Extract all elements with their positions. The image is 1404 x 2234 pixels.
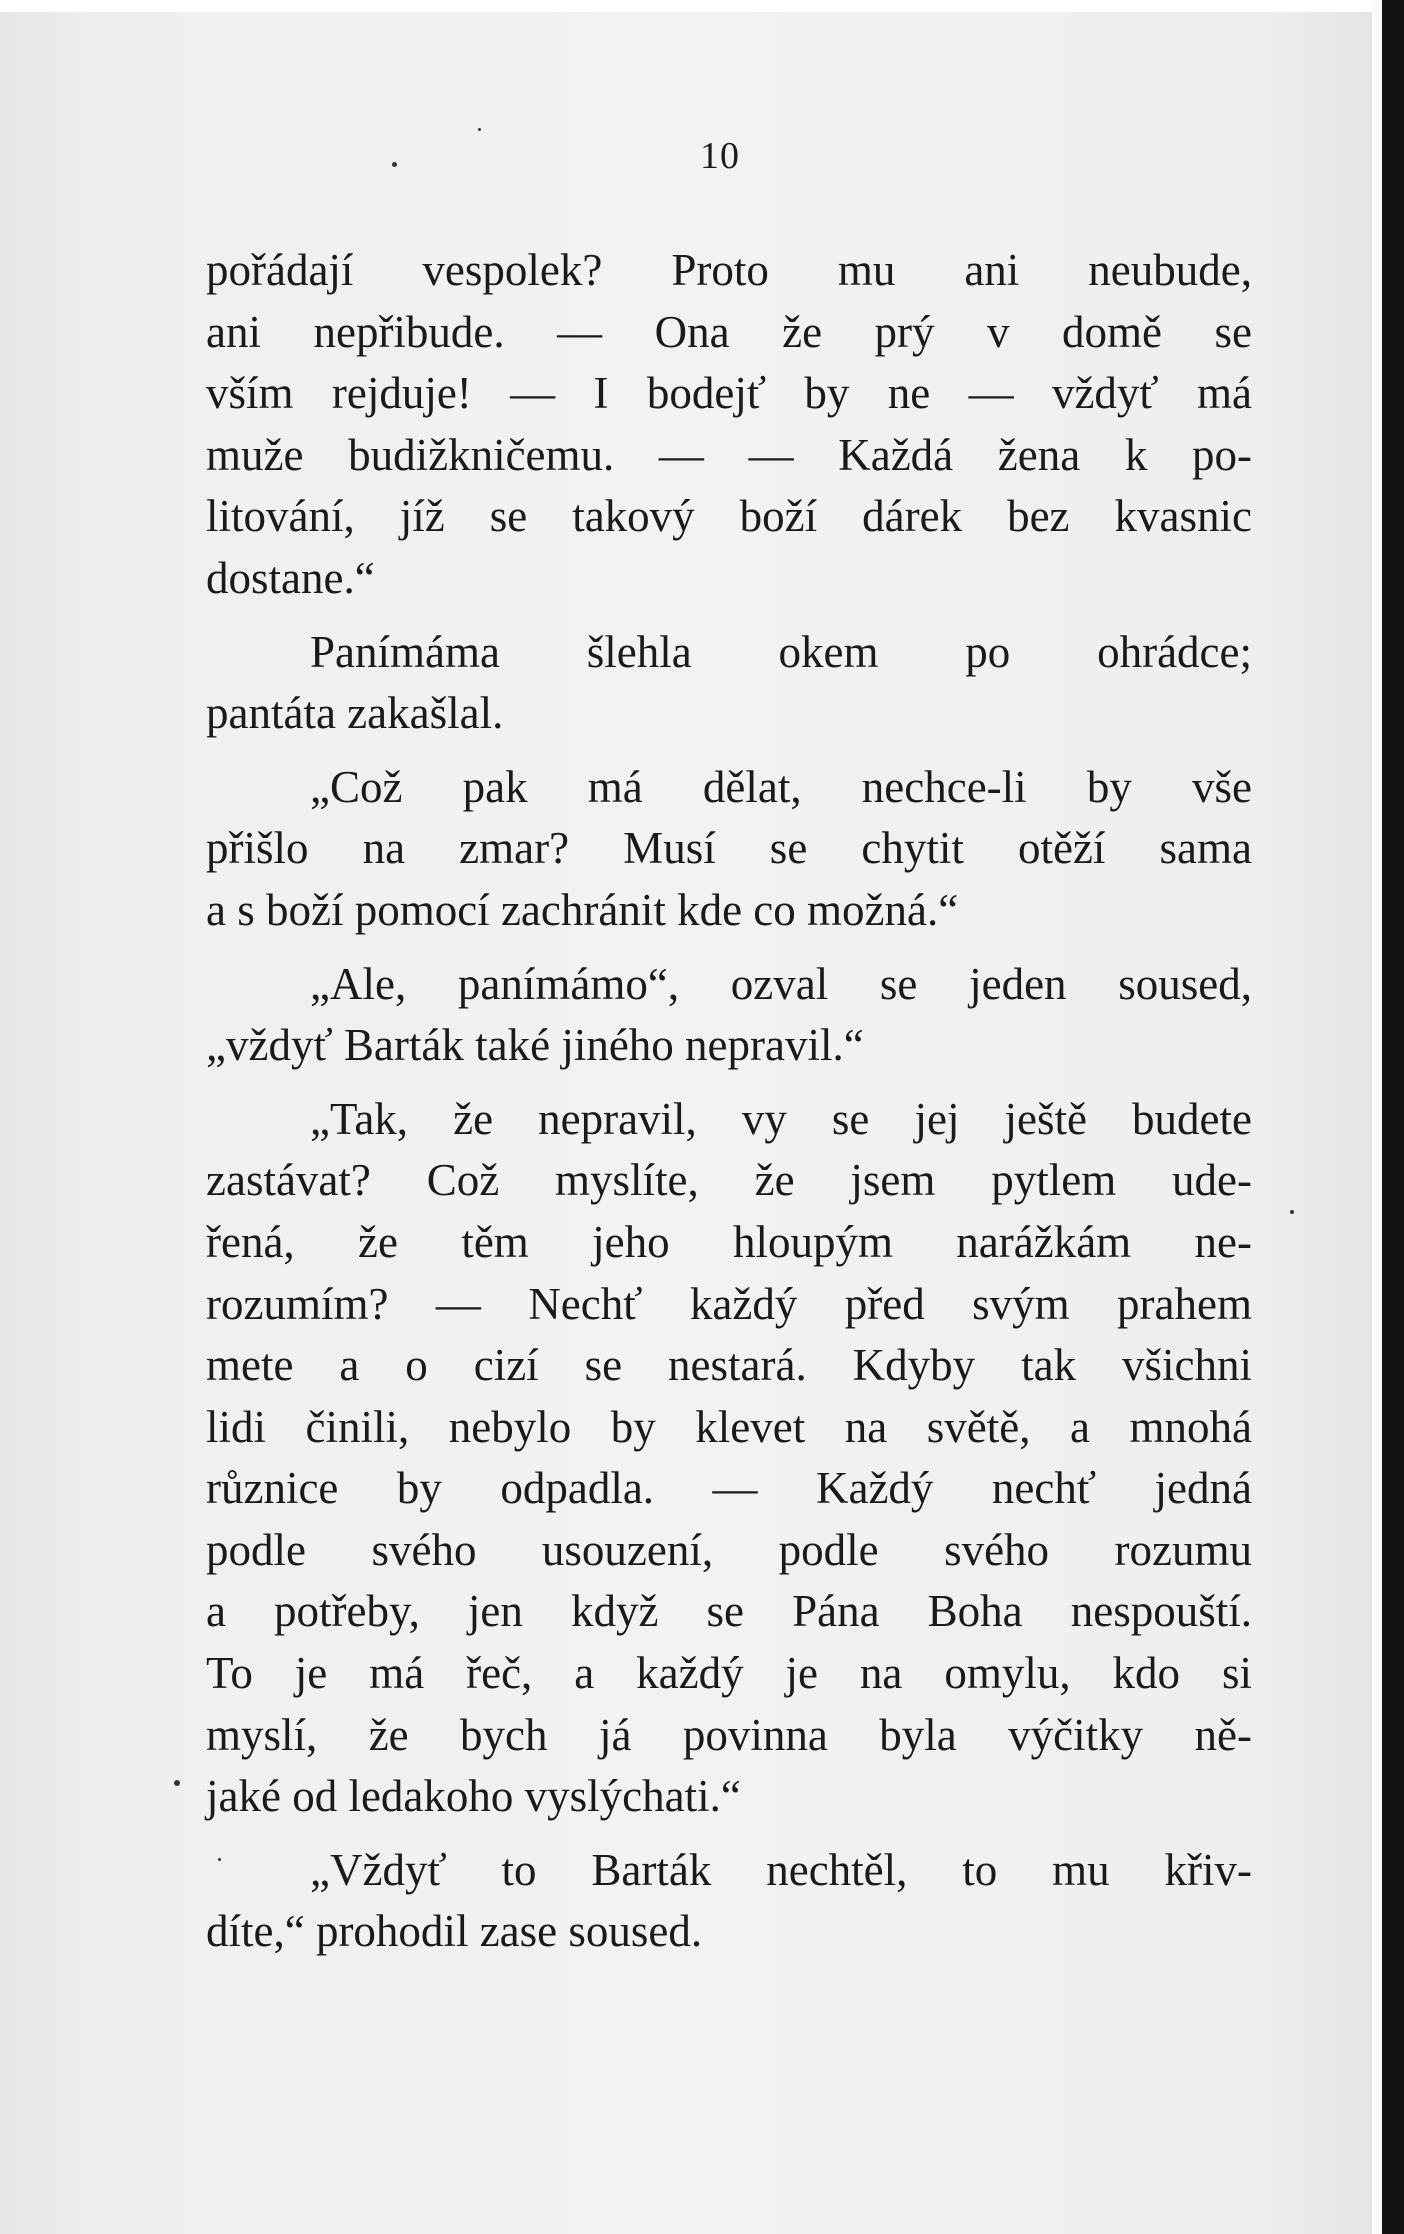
text-line: muže budižkničemu. — — Každá žena k po- [206,429,1252,480]
text-line: zastávat? Což myslíte, že jsem pytlem ude- [206,1155,1252,1206]
text-line: litování, jíž se takový boží dárek bez kvasnic [206,491,1252,542]
paragraph [206,240,1252,610]
text-line: podle svého usouzení, podle svého rozumu [206,1524,1252,1575]
text-line: Panímáma šlehla okem po ohrádce; [310,626,1252,677]
paragraph [206,757,1252,942]
paragraph [206,1089,1252,1828]
paragraph [206,954,1252,1077]
text-line: přišlo na zmar? Musí se chytit otěží sama [206,823,1252,874]
paragraph [206,1840,1252,1963]
text-line: dostane.“ [206,552,375,603]
page-right-gap [1372,0,1382,2234]
text-line: „Vždyť to Barták nechtěl, to mu křiv- [310,1844,1252,1895]
text-line: ani nepřibude. — Ona že prý v domě se [206,306,1252,357]
text-line: jaké od ledakoho vyslýchati.“ [206,1771,741,1822]
text-line: pantáta zakašlal. [206,688,504,739]
page-binding-edge [1382,0,1404,2234]
text-line: mete a o cizí se nestará. Kdyby tak všichni [206,1340,1252,1391]
paragraph [206,622,1252,745]
text-line: „vždyť Barták také jiného nepravil.“ [206,1020,864,1071]
text-line: To je má řeč, a každý je na omylu, kdo si [206,1648,1252,1699]
text-line: pořádají vespolek? Proto mu ani neubude, [206,245,1252,295]
print-speck [478,128,481,131]
text-line: lidi činili, nebylo by klevet na světě, a mnohá [206,1401,1252,1452]
page-number: 10 [700,135,740,177]
text-line: a potřeby, jen když se Pána Boha nespouští. [206,1586,1252,1637]
text-line: řená, že těm jeho hloupým narážkám ne- [206,1216,1252,1267]
text-line: rozumím? — Nechť každý před svým prahem [206,1278,1252,1329]
text-line: a s boží pomocí zachránit kde co možná.“ [206,884,959,935]
body-text [206,240,1252,1975]
text-line: myslí, že bych já povinna byla výčitky ně- [206,1709,1252,1760]
text-line: „Ale, panímámo“, ozval se jeden soused, [310,958,1252,1009]
text-line: „Tak, že nepravil, vy se jej ještě budete [310,1093,1252,1144]
print-speck [174,1780,180,1786]
print-speck [1290,1210,1294,1214]
text-line: vším rejduje! — I bodejť by ne — vždyť má [206,368,1252,419]
text-line: díte,“ prohodil zase soused. [206,1906,703,1957]
text-line: různice by odpadla. — Každý nechť jedná [206,1463,1252,1514]
text-line: „Což pak má dělat, nechce-li by vše [310,761,1252,812]
